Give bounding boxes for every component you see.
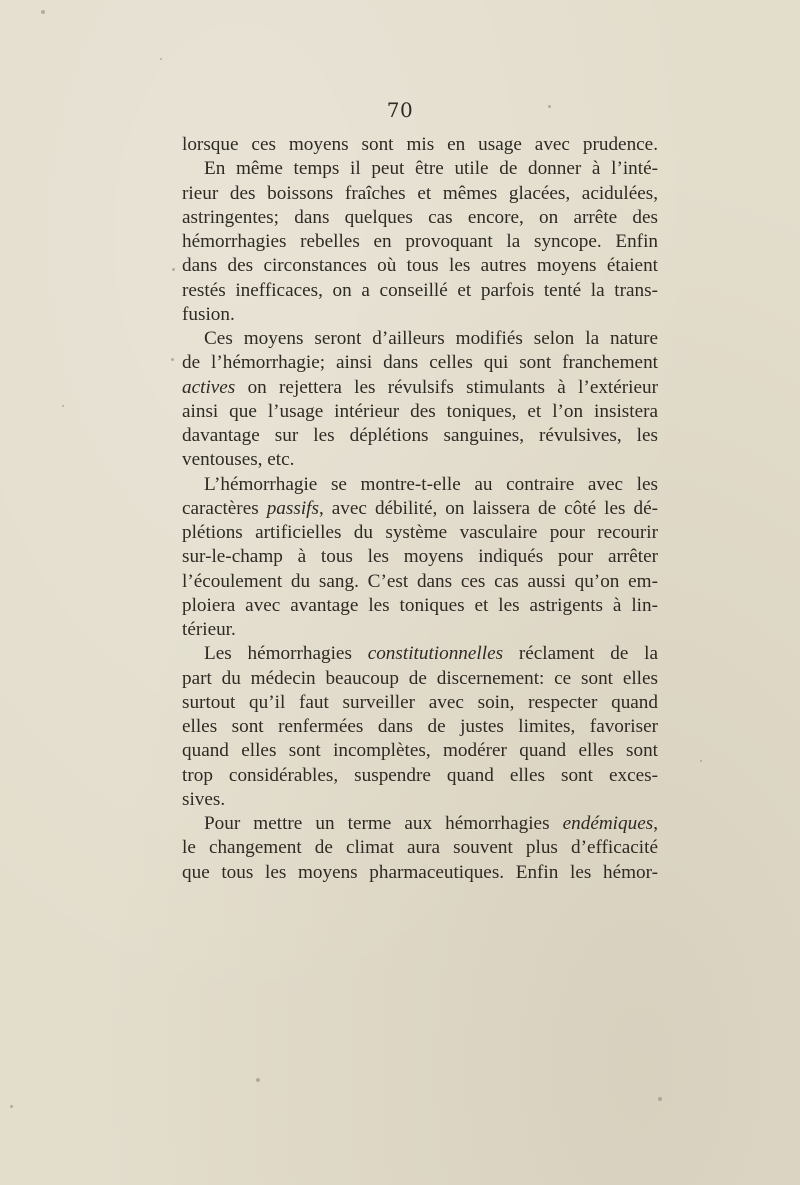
text-line xyxy=(182,279,658,303)
italic-text: constitutionnelles xyxy=(367,643,504,665)
text-line xyxy=(182,594,658,618)
text-line xyxy=(182,206,658,230)
text-segment: , xyxy=(653,813,658,834)
text-segment: lorsque ces moyens sont mis en usage avec prudence. xyxy=(182,134,658,155)
italic-text: actives xyxy=(182,376,236,398)
text-line xyxy=(182,497,658,521)
text-line xyxy=(182,545,658,569)
text-segment: , avec débilité, on laissera de côté les dé- xyxy=(318,497,658,519)
paper-speck xyxy=(700,760,702,762)
text-segment: fusion. xyxy=(182,303,235,325)
text-segment: l’écoulement du sang. C’est dans ces cas aussi qu’on em- xyxy=(182,570,658,592)
text-line xyxy=(182,667,658,691)
text-segment: astringentes; dans quelques cas encore, on arrête des xyxy=(182,206,658,228)
text-segment: que tous les moyens pharmaceutiques. Enfin les hémor- xyxy=(182,861,658,883)
paper-speck xyxy=(172,268,175,271)
text-segment: ventouses, etc. xyxy=(182,449,295,471)
text-line xyxy=(182,691,658,715)
text-segment: davantage sur les déplétions sanguines, révulsives, les xyxy=(182,425,658,446)
text-segment: le changement de climat aura souvent plus d’efficacité xyxy=(182,837,658,859)
text-line xyxy=(182,788,658,812)
text-segment: Pour mettre un terme aux hémorrhagies xyxy=(204,813,563,834)
text-line xyxy=(182,473,658,497)
text-segment: surtout qu’il faut surveiller avec soin, respecter quand xyxy=(182,691,658,713)
text-segment: quand elles sont incomplètes, modérer quand elles sont xyxy=(182,740,658,762)
text-line xyxy=(182,448,658,472)
text-segment: sur-le-champ à tous les moyens indiqués pour arrêter xyxy=(182,546,658,568)
text-line xyxy=(182,351,658,375)
text-segment: plétions artificielles du système vasculaire pour recourir xyxy=(182,522,658,543)
paper-speck xyxy=(62,405,64,407)
text-segment: réclament de la xyxy=(503,643,658,665)
text-line xyxy=(182,812,658,836)
text-line xyxy=(182,303,658,327)
text-segment: hémorrhagies rebelles en provoquant la syncope. Enfin xyxy=(182,231,658,252)
text-segment: dans des circonstances où tous les autres moyens étaient xyxy=(182,255,658,277)
text-segment: trop considérables, suspendre quand elles sont exces- xyxy=(182,764,658,786)
text-segment: Les hémorrhagies xyxy=(204,643,368,665)
text-segment: L’hémorrhagie se montre-t-elle au contraire avec les xyxy=(204,473,658,495)
text-segment: elles sont renfermées dans de justes limites, favoriser xyxy=(182,716,658,737)
text-line xyxy=(182,254,658,278)
page-number: 70 xyxy=(386,98,414,122)
body-text xyxy=(182,133,658,885)
paper-speck xyxy=(171,358,174,361)
paper-speck xyxy=(160,58,162,60)
text-segment: En même temps il peut être utile de donner à l’inté- xyxy=(204,158,658,180)
text-segment: rieur des boissons fraîches et mêmes glacées, acidulées, xyxy=(182,182,658,204)
text-line xyxy=(182,521,658,545)
paper-speck xyxy=(256,1078,260,1082)
text-line xyxy=(182,376,658,400)
italic-text: passifs xyxy=(266,497,319,519)
text-line xyxy=(182,861,658,885)
text-segment: sives. xyxy=(182,788,226,810)
text-line xyxy=(182,715,658,739)
paper-speck xyxy=(41,10,45,14)
text-line xyxy=(182,424,658,448)
text-line xyxy=(182,182,658,206)
text-line xyxy=(182,618,658,642)
paper-speck xyxy=(658,1097,662,1101)
text-segment: caractères xyxy=(182,497,267,519)
text-line xyxy=(182,764,658,788)
text-line xyxy=(182,157,658,181)
text-segment: part du médecin beaucoup de discernement: ce sont elles xyxy=(182,667,658,689)
italic-text: endémiques xyxy=(562,813,654,834)
text-line xyxy=(182,570,658,594)
text-line xyxy=(182,327,658,351)
text-line xyxy=(182,400,658,424)
text-segment: Ces moyens seront d’ailleurs modifiés selon la nature xyxy=(204,328,658,349)
text-segment: restés inefficaces, on a conseillé et parfois tenté la trans- xyxy=(182,279,658,301)
text-line xyxy=(182,230,658,254)
text-line xyxy=(182,642,658,666)
text-line xyxy=(182,133,658,157)
text-segment: on rejettera les révulsifs stimulants à l’extérieur xyxy=(235,376,658,398)
text-segment: ainsi que l’usage intérieur des toniques, et l’on insistera xyxy=(182,400,658,422)
text-line xyxy=(182,836,658,860)
paper-speck xyxy=(10,1105,13,1108)
text-segment: térieur. xyxy=(182,619,236,640)
text-segment: de l’hémorrhagie; ainsi dans celles qui sont franchement xyxy=(182,352,658,374)
text-line xyxy=(182,739,658,763)
text-segment: ploiera avec avantage les toniques et les astrigents à lin- xyxy=(182,594,658,616)
